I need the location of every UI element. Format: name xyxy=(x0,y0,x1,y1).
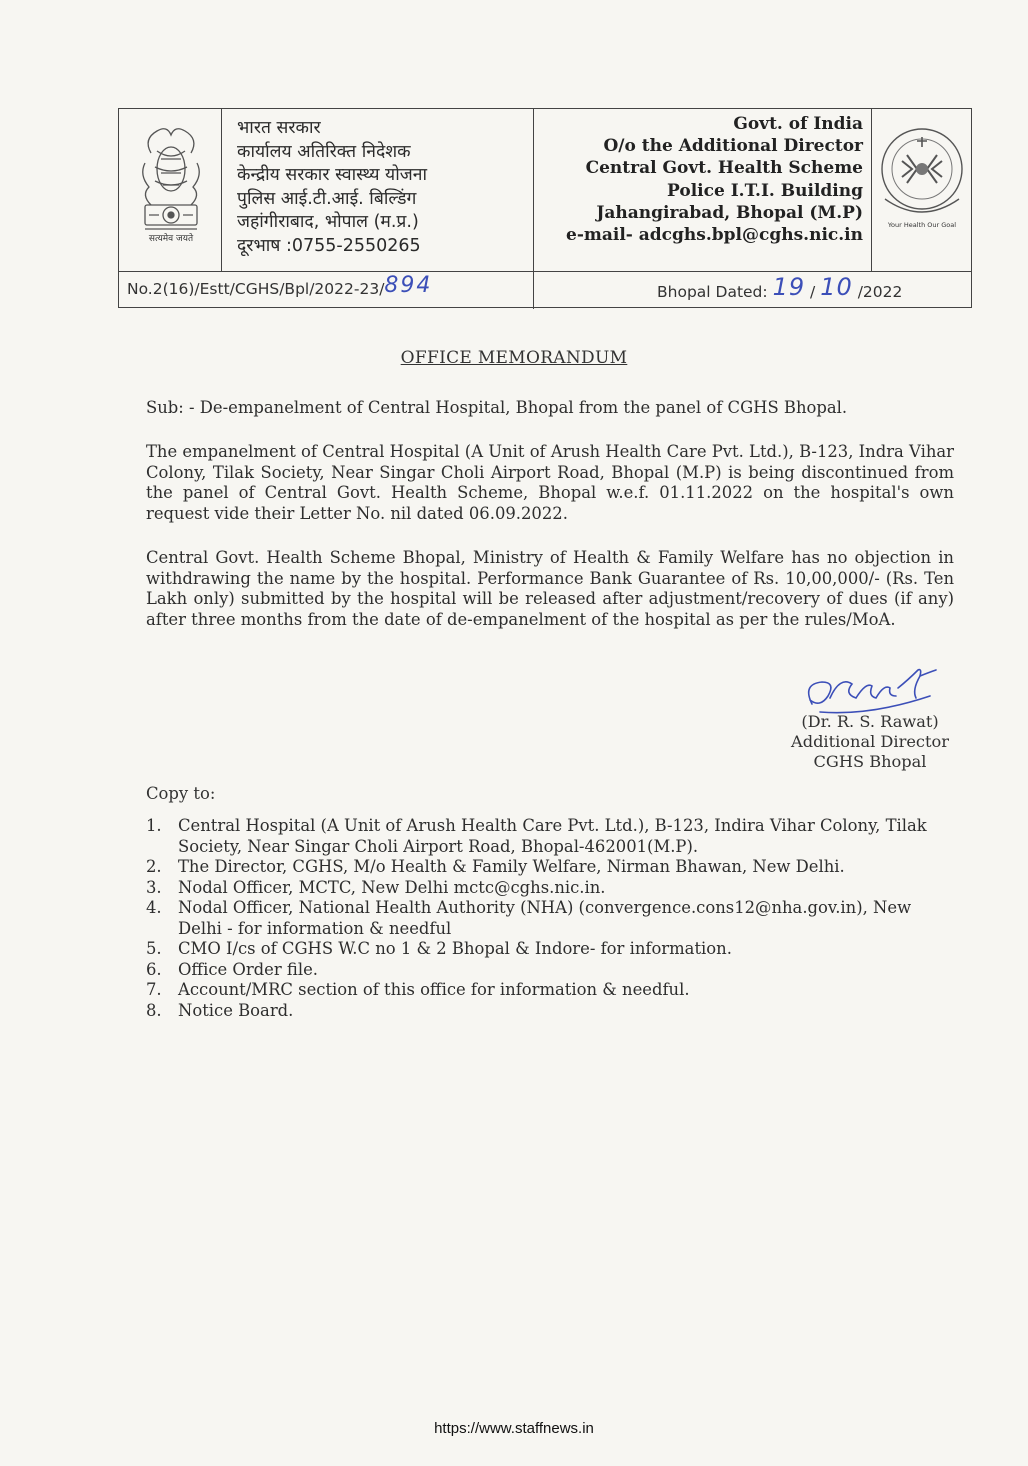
letterhead xyxy=(118,108,972,308)
list-text: Central Hospital (A Unit of Arush Health Care Pvt. Ltd.), B-123, Indira Vihar Colony, Tilak Society, Near Singar Choli Airport Road, Bhopal-462001(M.P). xyxy=(178,816,927,856)
list-text: Nodal Officer, MCTC, New Delhi mctc@cghs.nic.in. xyxy=(178,877,606,897)
list-number: 2. xyxy=(146,857,162,876)
list-item xyxy=(146,878,956,899)
list-number: 1. xyxy=(146,816,162,835)
list-number: 5. xyxy=(146,939,162,958)
english-line: Jahangirabad, Bhopal (M.P) xyxy=(596,202,863,223)
hindi-line: पुलिस आई.टी.आई. बिल्डिंग xyxy=(237,188,417,209)
signatory-office: CGHS Bhopal xyxy=(813,752,927,771)
letterhead-divider xyxy=(871,109,872,271)
reference-number xyxy=(127,275,432,300)
list-number: 8. xyxy=(146,1000,162,1020)
dated-label: Bhopal Dated: xyxy=(657,283,768,301)
hindi-address xyxy=(237,117,527,258)
copy-to-label: Copy to: xyxy=(146,784,216,803)
list-item xyxy=(146,898,956,939)
list-text: Nodal Officer, National Health Authority (NHA) (convergence.cons12@nha.gov.in), New Delhi - for information & needful xyxy=(178,898,912,938)
list-text: Account/MRC section of this office for information & needful. xyxy=(178,980,690,999)
hindi-line: केन्द्रीय सरकार स्वास्थ्य योजना xyxy=(237,165,427,185)
list-number: 3. xyxy=(146,877,162,897)
hindi-line: कार्यालय अतिरिक्त निदेशक xyxy=(237,141,411,162)
signatory-name: (Dr. R. S. Rawat) xyxy=(801,712,939,731)
signatory-designation: Additional Director xyxy=(791,732,949,751)
list-text: CMO I/cs of CGHS W.C no 1 & 2 Bhopal & Indore- for information. xyxy=(178,939,732,958)
memo-paragraph-2: Central Govt. Health Scheme Bhopal, Ministry of Health & Family Welfare has no objection in withdrawing the name by the hospital. Performance Bank Guarantee of Rs. 10,00,000/- (Rs. Ten Lakh only) submitted by the hospital will be released after adjustment/recovery of dues (if any) after three months from the date of de-empanelment of the hospital as per the rules/MoA. xyxy=(146,548,954,629)
hindi-line: दूरभाष :0755-2550265 xyxy=(237,235,421,256)
english-line: Govt. of India xyxy=(733,114,863,134)
letterhead-divider xyxy=(533,109,534,309)
list-item xyxy=(146,1001,956,1022)
list-number: 4. xyxy=(146,898,162,917)
list-item xyxy=(146,980,956,1001)
dated-month: 10 xyxy=(820,273,853,301)
letterhead-divider xyxy=(119,271,971,272)
letterhead-divider xyxy=(221,109,222,271)
english-line: Police I.T.I. Building xyxy=(667,180,863,201)
hindi-line: भारत सरकार xyxy=(237,118,321,138)
subject-line: Sub: - De-empanelment of Central Hospital, Bhopal from the panel of CGHS Bhopal. xyxy=(146,398,848,417)
memo-paragraph-1: The empanelment of Central Hospital (A Unit of Arush Health Care Pvt. Ltd.), B-123, Indra Vihar Colony, Tilak Society, Near Singar Choli Airport Road, Bhopal (M.P) is being discontinued from the panel of Central Govt. Health Scheme, Bhopal w.e.f. 01.11.2022 on the hospital's own request vide their Letter No. nil dated 06.09.2022. xyxy=(146,442,954,523)
hindi-line: जहांगीराबाद, भोपाल (म.प्र.) xyxy=(237,212,419,232)
signatory-block xyxy=(770,712,970,772)
list-number: 7. xyxy=(146,980,162,999)
copy-to-list xyxy=(146,816,956,1021)
english-line: O/o the Additional Director xyxy=(603,136,863,157)
english-line: Central Govt. Health Scheme xyxy=(585,158,863,179)
memo-title xyxy=(0,348,1028,368)
list-number: 6. xyxy=(146,959,162,979)
reference-handwritten: 894 xyxy=(384,273,433,298)
list-item xyxy=(146,939,956,960)
list-item xyxy=(146,960,956,981)
memo-title-text: OFFICE MEMORANDUM xyxy=(400,348,628,368)
list-item xyxy=(146,857,956,878)
list-text: Office Order file. xyxy=(178,959,319,979)
date-separator: / xyxy=(810,283,816,301)
dated-year: /2022 xyxy=(857,283,903,301)
list-item xyxy=(146,816,956,857)
reference-number-text: No.2(16)/Estt/CGHS/Bpl/2022-23/ xyxy=(127,280,385,298)
email-address[interactable]: e-mail- adcghs.bpl@cghs.nic.in xyxy=(566,225,863,246)
dated-day: 19 xyxy=(772,273,806,301)
list-text: The Director, CGHS, M/o Health & Family Welfare, Nirman Bhawan, New Delhi. xyxy=(178,857,845,876)
list-text: Notice Board. xyxy=(178,1000,294,1020)
logo-caption: Your Health Our Goal xyxy=(887,221,957,229)
english-address xyxy=(537,113,863,246)
emblem-caption: सत्यमेव जयते xyxy=(148,234,194,244)
date-line xyxy=(657,275,902,303)
cghs-logo-icon xyxy=(879,119,965,237)
footer-url-link[interactable]: https://www.staffnews.in xyxy=(434,1420,594,1437)
